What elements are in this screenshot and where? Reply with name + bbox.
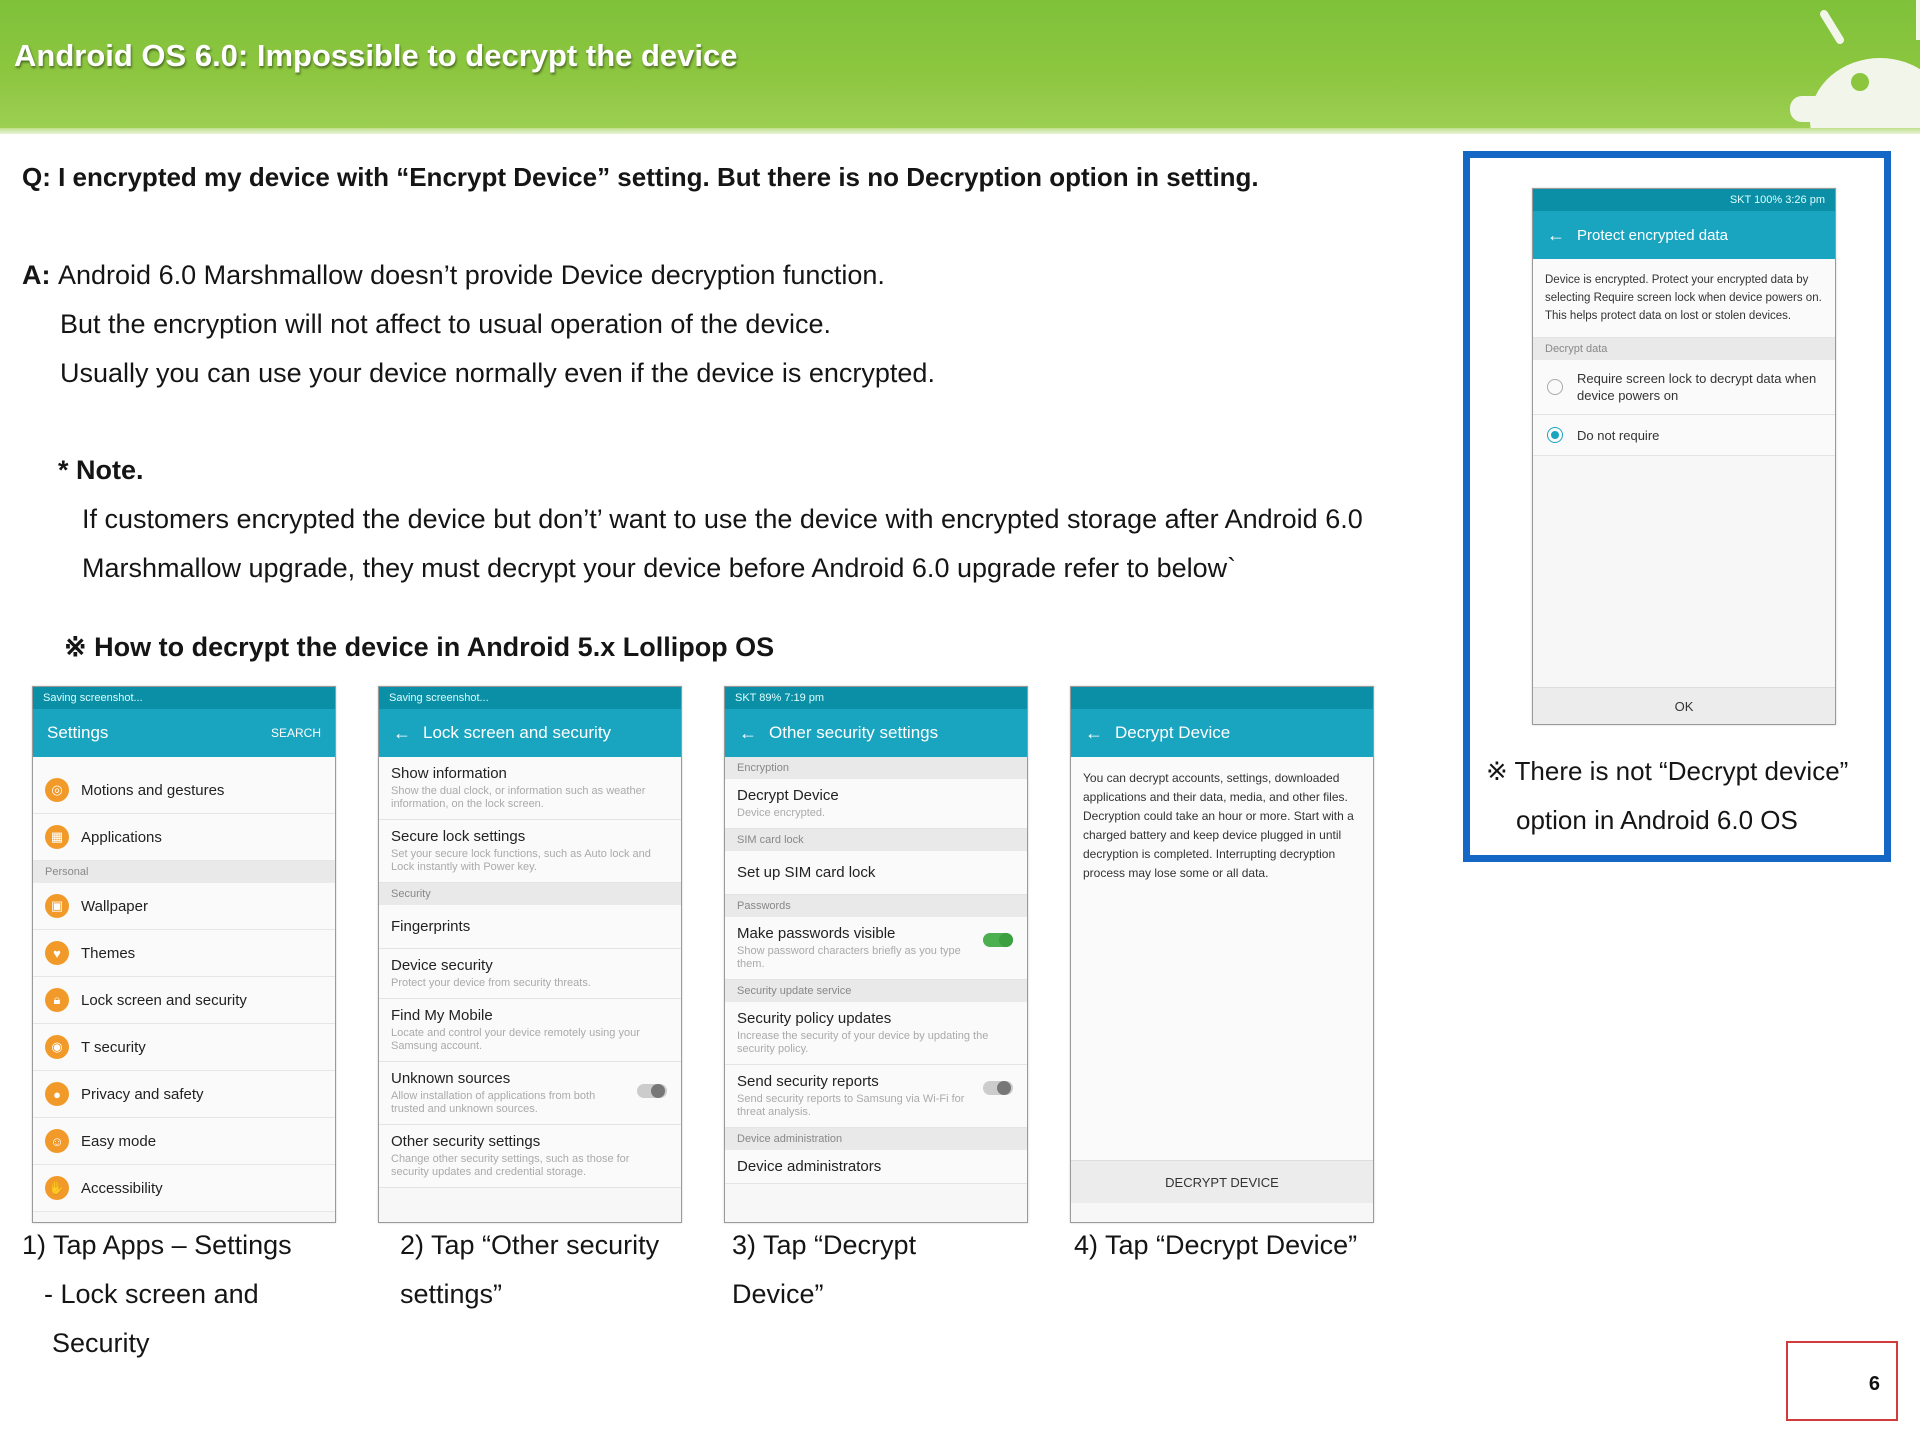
- screenshot-protect-encrypted: [1532, 188, 1836, 725]
- option-do-not-require[interactable]: [1533, 415, 1835, 456]
- section-header-device-admin: Device administration: [725, 1128, 1027, 1150]
- item-title: Device administrators: [737, 1158, 882, 1175]
- item-subtitle: Show password characters briefly as you type them.: [737, 945, 961, 970]
- settings-app-bar: [33, 709, 335, 757]
- themes-icon: ♥: [45, 941, 69, 965]
- section-header-decrypt-data: Decrypt data: [1533, 338, 1835, 360]
- other-item-policy-updates[interactable]: [725, 1002, 1027, 1065]
- decrypt-device-button[interactable]: DECRYPT DEVICE: [1071, 1160, 1373, 1203]
- screenshot-lock-screen: [378, 686, 682, 1223]
- item-title: Decrypt Device: [737, 787, 839, 804]
- item-label: Lock screen and security: [81, 991, 247, 1009]
- section-header-update-service: Security update service: [725, 980, 1027, 1002]
- lock-item-other-security[interactable]: [379, 1125, 681, 1188]
- item-label: Privacy and safety: [81, 1085, 204, 1103]
- item-title: Security policy updates: [737, 1010, 892, 1027]
- shield-icon: ◉: [45, 1035, 69, 1059]
- settings-item-privacy[interactable]: [33, 1071, 335, 1118]
- lock-item-show-info[interactable]: [379, 757, 681, 820]
- item-subtitle: Device encrypted.: [737, 807, 826, 819]
- answer-label: A:: [22, 260, 51, 290]
- item-title: Send security reports: [737, 1073, 879, 1090]
- section-header-encryption: Encryption: [725, 757, 1027, 779]
- other-item-device-admins[interactable]: [725, 1150, 1027, 1184]
- page-number-box: [1786, 1341, 1898, 1421]
- other-item-passwords-visible[interactable]: [725, 917, 1027, 980]
- item-subtitle: Locate and control your device remotely using your Samsung account.: [391, 1027, 640, 1052]
- item-subtitle: Set your secure lock functions, such as Auto lock and Lock instantly with Power key.: [391, 848, 651, 873]
- settings-item-accessibility[interactable]: [33, 1165, 335, 1212]
- status-text: SKT 100% 3:26 pm: [1729, 194, 1825, 206]
- item-label: Easy mode: [81, 1132, 157, 1150]
- item-label: Motions and gestures: [81, 781, 225, 799]
- answer-line-3: Usually you can use your device normally even if the device is encrypted.: [60, 358, 935, 388]
- passwords-visible-toggle[interactable]: [983, 933, 1013, 947]
- header-divider: [0, 128, 1920, 134]
- item-label: Wallpaper: [81, 897, 148, 915]
- lock-app-bar: [379, 709, 681, 757]
- unknown-sources-toggle[interactable]: [637, 1084, 667, 1098]
- item-title: Device security: [391, 957, 493, 974]
- protect-description: Device is encrypted. Protect your encrypted data by selecting Require screen lock when device powers on. This helps protect data on lost or stolen devices.: [1533, 259, 1835, 338]
- protect-app-bar: [1533, 211, 1835, 259]
- ok-button[interactable]: OK: [1533, 687, 1835, 724]
- lock-item-secure-lock[interactable]: [379, 820, 681, 883]
- item-label: T security: [81, 1038, 146, 1056]
- caption-step-1-line-2: - Lock screen and: [44, 1279, 259, 1309]
- option-require-screen-lock[interactable]: [1533, 360, 1835, 415]
- item-title: Fingerprints: [391, 918, 471, 935]
- answer-line-1: Android 6.0 Marshmallow doesn’t provide Device decryption function.: [58, 260, 885, 290]
- item-title: Secure lock settings: [391, 828, 526, 845]
- note-line-1: If customers encrypted the device but don’t’ want to use the device with encrypted storage after Android 6.0: [82, 504, 1363, 534]
- section-header-sim: SIM card lock: [725, 829, 1027, 851]
- item-subtitle: Allow installation of applications from both trusted and unknown sources.: [391, 1090, 596, 1115]
- status-bar: [1533, 189, 1835, 211]
- protect-title: Protect encrypted data: [1577, 226, 1728, 244]
- note-line-2: Marshmallow upgrade, they must decrypt your device before Android 6.0 upgrade refer to below`: [82, 553, 1237, 583]
- screenshot-decrypt-device: [1070, 686, 1374, 1223]
- answer-line-2: But the encryption will not affect to usual operation of the device.: [60, 309, 831, 339]
- callout-note-line-2: option in Android 6.0 OS: [1516, 805, 1798, 835]
- item-title: Find My Mobile: [391, 1007, 493, 1024]
- caption-step-3-line-2: Device”: [732, 1279, 824, 1309]
- search-button[interactable]: SEARCH: [270, 726, 321, 740]
- settings-item-t-security[interactable]: [33, 1024, 335, 1071]
- settings-item-wallpaper[interactable]: [33, 883, 335, 930]
- item-subtitle: Send security reports to Samsung via Wi-Fi for threat analysis.: [737, 1093, 965, 1118]
- caption-step-2-line-2: settings”: [400, 1279, 503, 1309]
- caption-step-1-line-1: 1) Tap Apps – Settings: [22, 1230, 292, 1260]
- note-title: * Note.: [58, 455, 144, 485]
- settings-item-motions[interactable]: [33, 767, 335, 814]
- screenshot-other-security: [724, 686, 1028, 1223]
- lock-item-unknown-sources[interactable]: [379, 1062, 681, 1125]
- settings-item-easy-mode[interactable]: [33, 1118, 335, 1165]
- item-label: Accessibility: [81, 1179, 163, 1197]
- status-text: Saving screenshot...: [43, 692, 143, 704]
- item-title: Set up SIM card lock: [737, 864, 876, 881]
- slide-header: [0, 0, 1920, 128]
- apps-grid-icon: ▦: [45, 825, 69, 849]
- status-bar: [725, 687, 1027, 709]
- other-item-sim-lock[interactable]: [725, 851, 1027, 895]
- item-label: Applications: [81, 828, 162, 846]
- decrypt-title: Decrypt Device: [1115, 723, 1231, 742]
- android-logo-icon: [1780, 0, 1920, 128]
- slide-title: Android OS 6.0: Impossible to decrypt the device: [14, 38, 738, 73]
- item-subtitle: Increase the security of your device by updating the security policy.: [737, 1030, 989, 1055]
- radio-unselected-icon[interactable]: [1547, 379, 1563, 395]
- settings-item-applications[interactable]: [33, 814, 335, 861]
- other-app-bar: [725, 709, 1027, 757]
- caption-step-2-line-1: 2) Tap “Other security: [400, 1230, 660, 1260]
- screenshot-settings: [32, 686, 336, 1223]
- caption-step-1-line-3: Security: [52, 1328, 150, 1358]
- item-title: Make passwords visible: [737, 925, 896, 942]
- back-arrow-icon[interactable]: ←: [1085, 722, 1103, 743]
- back-arrow-icon[interactable]: ←: [393, 722, 411, 743]
- howto-heading: ※ How to decrypt the device in Android 5.x Lollipop OS: [64, 632, 775, 662]
- privacy-icon: ●: [45, 1082, 69, 1106]
- lock-item-fingerprints[interactable]: [379, 905, 681, 949]
- section-header-passwords: Passwords: [725, 895, 1027, 917]
- easy-mode-icon: ☺: [45, 1129, 69, 1153]
- item-title: Other security settings: [391, 1133, 541, 1150]
- item-subtitle: Change other security settings, such as those for security updates and credential storage.: [391, 1153, 630, 1178]
- accessibility-icon: ✋: [45, 1176, 69, 1200]
- option-label: Do not require: [1577, 427, 1660, 443]
- wallpaper-icon: ▣: [45, 894, 69, 918]
- settings-title: Settings: [47, 723, 109, 742]
- back-arrow-icon[interactable]: ←: [739, 722, 757, 743]
- status-bar: [33, 687, 335, 709]
- settings-item-lock-screen[interactable]: [33, 977, 335, 1024]
- option-label: Require screen lock to decrypt data when device powers on: [1577, 371, 1817, 403]
- page-number: 6: [1868, 1373, 1880, 1395]
- item-subtitle: Protect your device from security threats.: [391, 977, 591, 989]
- motion-icon: ◎: [45, 778, 69, 802]
- status-bar: [1071, 687, 1373, 709]
- android6-callout: [1463, 151, 1891, 862]
- status-bar: [379, 687, 681, 709]
- lock-title: Lock screen and security: [423, 723, 612, 742]
- caption-step-3-line-1: 3) Tap “Decrypt: [732, 1230, 917, 1260]
- settings-item-themes[interactable]: [33, 930, 335, 977]
- status-text: SKT 89% 7:19 pm: [735, 692, 825, 704]
- other-item-security-reports[interactable]: [725, 1065, 1027, 1128]
- lock-item-device-security[interactable]: [379, 949, 681, 999]
- section-header-personal: Personal: [33, 861, 335, 883]
- item-title: Show information: [391, 765, 507, 782]
- caption-step-4: 4) Tap “Decrypt Device”: [1074, 1230, 1358, 1260]
- lock-icon: 🔒︎: [45, 988, 69, 1012]
- callout-note-line-1: ※ There is not “Decrypt device”: [1486, 756, 1849, 786]
- decrypt-app-bar: [1071, 709, 1373, 757]
- lock-item-find-my-mobile[interactable]: [379, 999, 681, 1062]
- back-arrow-icon[interactable]: ←: [1547, 224, 1565, 245]
- question-text: Q: I encrypted my device with “Encrypt Device” setting. But there is no Decryption option in setting.: [22, 162, 1259, 192]
- other-item-decrypt-device[interactable]: [725, 779, 1027, 829]
- item-subtitle: Show the dual clock, or information such as weather information, on the lock screen.: [391, 785, 646, 810]
- decrypt-description: You can decrypt accounts, settings, downloaded applications and their data, media, and other files. Decryption could take an hour or more. Start with a charged battery and keep device plugged in until decryption is completed. Interrupting decryption process may lose some or all data.: [1071, 757, 1373, 1160]
- item-title: Unknown sources: [391, 1070, 511, 1087]
- radio-selected-icon[interactable]: [1547, 427, 1563, 443]
- other-title: Other security settings: [769, 723, 939, 742]
- status-text: Saving screenshot...: [389, 692, 489, 704]
- security-reports-toggle[interactable]: [983, 1081, 1013, 1095]
- item-label: Themes: [81, 944, 136, 962]
- section-header-security: Security: [379, 883, 681, 905]
